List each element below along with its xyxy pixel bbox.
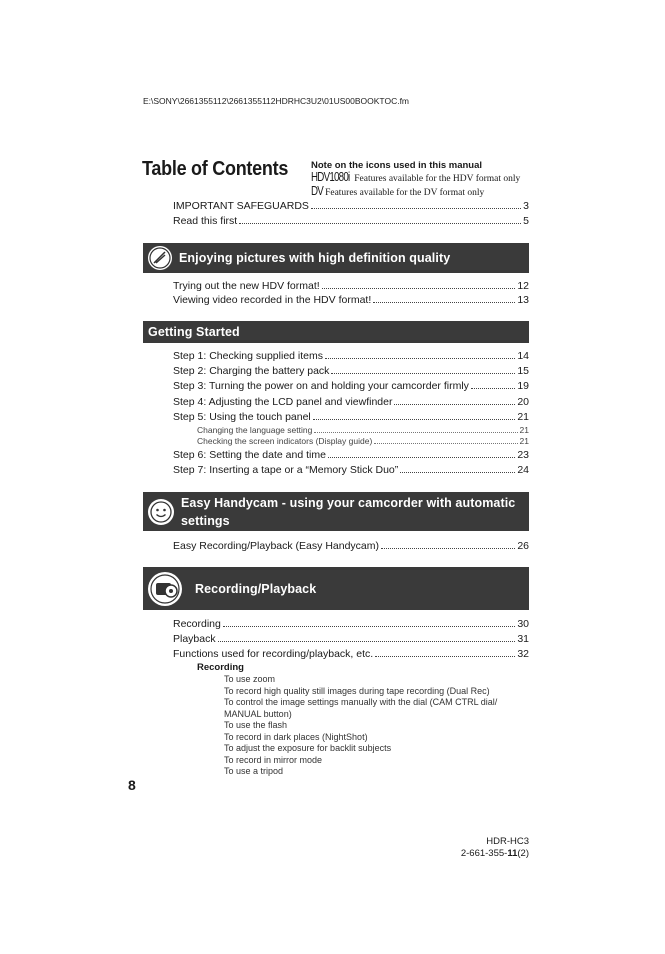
note-row-dv [311, 185, 541, 199]
subitem[interactable]: To control the image settings manually with the dial (CAM CTRL dial/ [224, 697, 498, 707]
subitem[interactable]: To use a tripod [224, 766, 284, 776]
toc-entry[interactable] [173, 464, 529, 477]
toc-entry-page: 3 [523, 200, 529, 212]
subheading-recording: Recording [197, 662, 244, 673]
section-header-recording-playback [143, 567, 529, 610]
icon-note-title: Note on the icons used in this manual [311, 160, 483, 171]
toc-subentry[interactable] [197, 436, 529, 447]
hdv1080i-icon: HDV1080i [311, 169, 350, 184]
toc-entry-page: 30 [517, 618, 529, 630]
section-title: Enjoying pictures with high definition quality [179, 251, 451, 265]
section-title-line: settings [181, 513, 230, 528]
page-number: 8 [128, 777, 136, 793]
toc-entry-title: Trying out the new HDV format! [173, 280, 320, 292]
leader-dots [375, 656, 515, 657]
section-title [181, 494, 515, 530]
toc-subentry[interactable] [197, 425, 529, 436]
note-row-hdv-text: Features available for the HDV format only [354, 174, 521, 184]
hdv-camera-icon [148, 246, 172, 270]
toc-entry-title: IMPORTANT SAFEGUARDS [173, 200, 309, 212]
toc-entry-title: Step 2: Charging the battery pack [173, 365, 330, 377]
leader-dots [322, 288, 516, 289]
toc-entry-title: Step 1: Checking supplied items [173, 350, 323, 362]
toc-entry-page: 12 [517, 280, 529, 292]
toc-entry[interactable] [173, 294, 529, 307]
toc-entry[interactable] [173, 540, 529, 553]
subitem[interactable]: To use zoom [224, 674, 276, 684]
section-title: Getting Started [148, 325, 240, 339]
leader-dots [374, 443, 517, 444]
subitem[interactable]: To record in dark places (NightShot) [224, 731, 368, 742]
toc-entry-page: 32 [517, 648, 529, 660]
toc-entry[interactable] [173, 449, 529, 462]
toc-entry-page: 21 [517, 411, 529, 423]
smiley-face-icon [148, 499, 174, 525]
toc-entry-page: 23 [517, 449, 529, 461]
leader-dots [223, 626, 515, 627]
leader-dots [394, 404, 515, 405]
file-path-header: E:\SONY\2661355112\2661355112HDRHC3U2\01US00BOOKTOC.fm [143, 96, 410, 106]
icon-note [311, 160, 541, 199]
toc-entry-page: 20 [517, 396, 529, 408]
toc-entry-title: Step 4: Adjusting the LCD panel and viewfinder [173, 396, 393, 408]
subitem[interactable]: MANUAL button) [224, 708, 292, 719]
toc-entry-title: Easy Recording/Playback (Easy Handycam) [173, 540, 380, 552]
toc-entry[interactable] [173, 215, 529, 228]
leader-dots [239, 223, 521, 224]
toc-entry[interactable] [173, 350, 529, 363]
toc-entry-title: Functions used for recording/playback, etc. [173, 648, 374, 660]
toc-entry-page: 15 [517, 365, 529, 377]
toc-entry-page: 13 [517, 294, 529, 306]
subitem[interactable]: To use the flash [224, 720, 288, 730]
section-header-getting-started [143, 321, 529, 343]
toc-entry-page: 21 [519, 436, 529, 446]
toc-entry[interactable] [173, 365, 529, 378]
footer-code [461, 848, 529, 859]
leader-dots [471, 388, 515, 389]
toc-entry-title: Recording [173, 618, 221, 630]
toc-entry[interactable] [173, 633, 529, 646]
toc-entry-title: Step 5: Using the touch panel [173, 411, 311, 423]
leader-dots [313, 419, 516, 420]
section-title-line: Easy Handycam - using your camcorder with automatic [181, 495, 516, 510]
footer-model: HDR-HC3 [486, 836, 529, 847]
leader-dots [373, 302, 515, 303]
toc-entry-title: Read this first [173, 215, 238, 227]
toc-entry-title: Changing the language setting [197, 425, 313, 435]
toc-entry[interactable] [173, 618, 529, 631]
toc-entry-title: Playback [173, 633, 216, 645]
note-row-hdv [311, 171, 541, 185]
subitem[interactable]: To record in mirror mode [224, 754, 323, 765]
footer-code-suffix: (2) [517, 848, 529, 859]
toc-entry-title: Step 3: Turning the power on and holding your camcorder firmly [173, 380, 469, 392]
page-title: Table of Contents [142, 158, 289, 180]
toc-entry-page: 24 [517, 464, 529, 476]
toc-entry[interactable] [173, 380, 529, 393]
toc-entry[interactable] [173, 411, 529, 424]
toc-entry-page: 31 [517, 633, 529, 645]
leader-dots [314, 432, 517, 433]
toc-entry[interactable] [173, 200, 529, 213]
leader-dots [325, 358, 515, 359]
leader-dots [311, 208, 521, 209]
toc-entry[interactable] [173, 280, 529, 293]
dv-icon: DV [311, 183, 324, 198]
section-title: Recording/Playback [195, 581, 317, 596]
subitem[interactable]: To record high quality still images during tape recording (Dual Rec) [224, 685, 490, 696]
toc-entry-title: Checking the screen indicators (Display guide) [197, 436, 373, 446]
toc-entry-title: Step 6: Setting the date and time [173, 449, 326, 461]
toc-entry-page: 26 [517, 540, 529, 552]
leader-dots [328, 457, 515, 458]
toc-entry[interactable] [173, 648, 529, 661]
toc-entry-page: 14 [517, 350, 529, 362]
subitem[interactable]: To adjust the exposure for backlit subjects [224, 743, 392, 753]
section-header-easy-handycam [143, 492, 529, 531]
toc-entry[interactable] [173, 396, 529, 409]
toc-entry-title: Step 7: Inserting a tape or a “Memory Stick Duo” [173, 464, 399, 476]
leader-dots [218, 641, 516, 642]
toc-entry-page: 5 [523, 215, 529, 227]
camera-disc-icon [148, 572, 182, 606]
toc-entry-page: 21 [519, 425, 529, 435]
leader-dots [381, 548, 515, 549]
toc-entry-page: 19 [517, 380, 529, 392]
leader-dots [331, 373, 515, 374]
toc-entry-title: Viewing video recorded in the HDV format! [173, 294, 372, 306]
footer-code-bold: 11 [507, 848, 518, 859]
leader-dots [400, 472, 515, 473]
note-row-dv-text: Features available for the DV format only [325, 188, 485, 198]
footer-code-prefix: 2-661-355- [460, 848, 508, 859]
section-header-hdv [143, 243, 529, 273]
